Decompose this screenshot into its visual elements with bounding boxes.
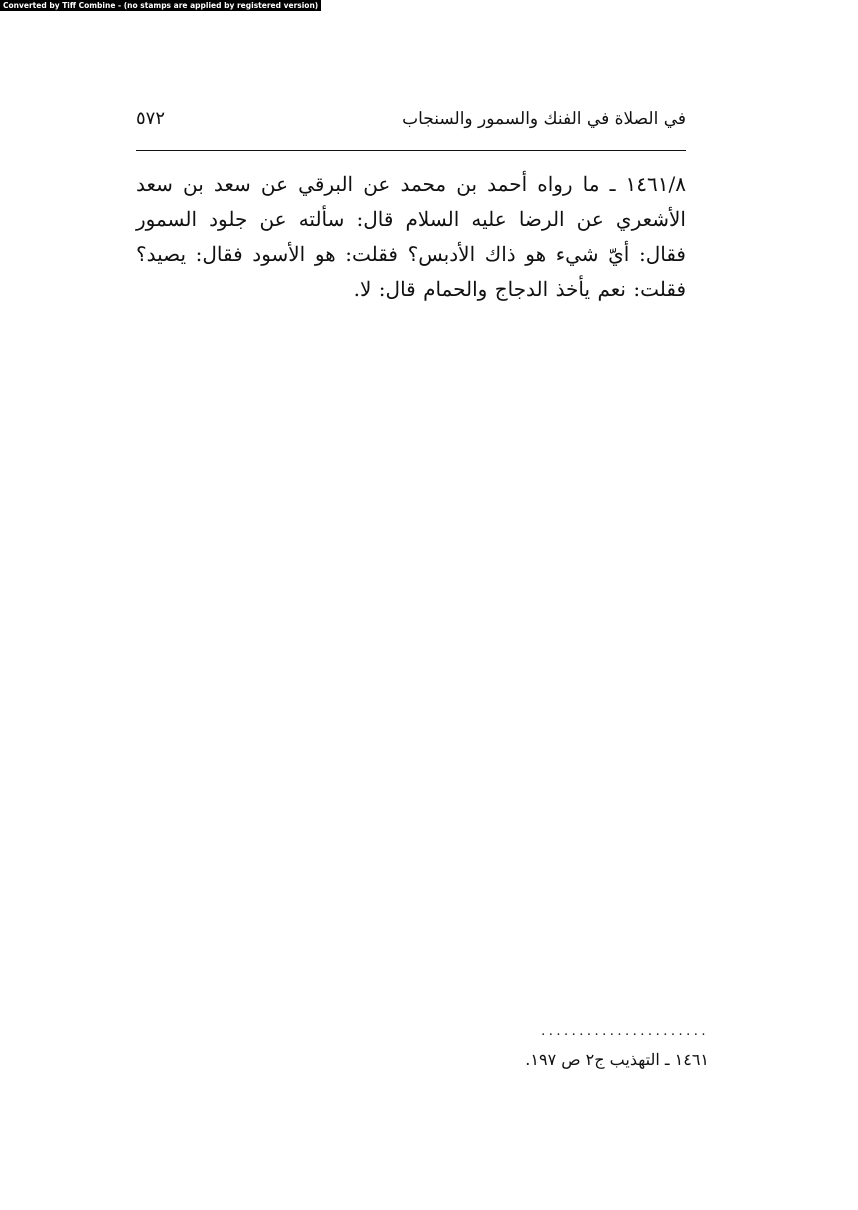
footnote-separator: ......................: [541, 1025, 709, 1039]
converter-watermark: Converted by Tiff Combine - (no stamps are applied by registered version): [0, 0, 321, 11]
footnotes-section: [509, 1025, 709, 1073]
page-number: ٥٧٢: [136, 108, 166, 129]
chapter-title: في الصلاة في الفنك والسمور والسنجاب: [402, 109, 686, 129]
header-divider: [136, 150, 686, 151]
footnote-item: ١٤٦١ ـ التهذيب ج٢ ص ١٩٧.: [525, 1050, 709, 1069]
running-header: [136, 108, 686, 142]
hadith-paragraph: ١٤٦١/٨ ـ ما رواه أحمد بن محمد عن البرقي عن سعد بن سعد الأشعري عن الرضا عليه السلام قال: سألته عن جلود السمور فقال: أيّ شيء هو ذاك الأدبس؟ فقلت: هو الأسود فقال: يصيد؟ فقلت: نعم يأخذ الدجاج والحمام قال: لا.: [136, 172, 686, 301]
document-page: [136, 108, 686, 327]
